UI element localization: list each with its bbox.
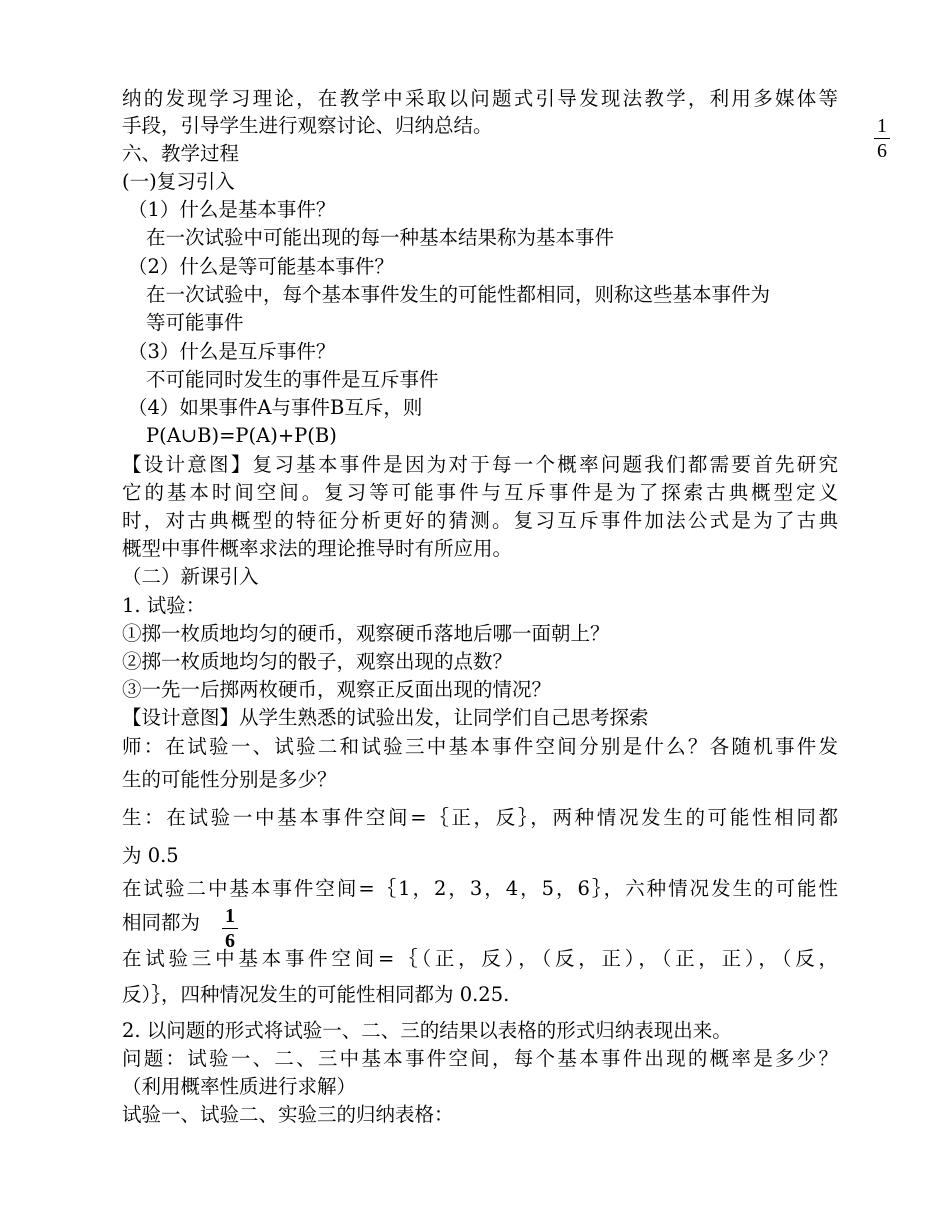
design-intent-line: 【设计意图】从学生熟悉的试验出发，让同学们自己思考探索 xyxy=(122,706,649,729)
answer-line: 在一次试验中，每个基本事件发生的可能性都相同，则称这些基本事件为 xyxy=(146,283,771,306)
answer-line: 等可能事件 xyxy=(146,311,244,334)
question-line: 问题：试验一、二、三中基本事件空间，每个基本事件出现的概率是多少？ xyxy=(122,1047,838,1070)
teacher-line: 生的可能性分别是多少？ xyxy=(122,768,337,791)
formula-line: P(A∪B)=P(A)+P(B) xyxy=(146,424,337,447)
student-line: 为 0.5 xyxy=(122,844,179,867)
text-line: 手段，引导学生进行观察讨论、归纳总结。 xyxy=(122,114,493,137)
fraction-numerator: 1 xyxy=(225,905,235,927)
inline-fraction xyxy=(222,906,238,951)
student-line: 生：在试验一中基本事件空间=｛正，反｝，两种情况发生的可能性相同都 xyxy=(122,806,838,829)
design-intent-line: 概型中事件概率求法的理论推导时有所应用。 xyxy=(122,537,513,560)
student-line: 相同都为 xyxy=(122,911,201,934)
question-line: （1）什么是基本事件？ xyxy=(128,198,336,221)
design-intent-line: 它的基本时间空间。复习等可能事件与互斥事件是为了探索古典概型定义 xyxy=(122,481,838,504)
text-line: 纳的发现学习理论，在教学中采取以问题式引导发现法教学，利用多媒体等 xyxy=(122,87,838,110)
student-line: 在试验二中基本事件空间=｛1，2，3，4，5，6｝，六种情况发生的可能性 xyxy=(122,877,838,900)
text-line: 试验一、试验二、实验三的归纳表格： xyxy=(122,1103,454,1126)
student-line: 反）｝，四种情况发生的可能性相同都为 0.25. xyxy=(122,983,510,1006)
design-intent-line: 【设计意图】复习基本事件是因为对于每一个概率问题我们都需要首先研究 xyxy=(122,453,838,476)
text-line: （利用概率性质进行求解） xyxy=(122,1075,357,1098)
fraction-bar xyxy=(222,928,238,929)
answer-line: 在一次试验中可能出现的每一种基本结果称为基本事件 xyxy=(146,226,615,249)
text-line: 1. 试验： xyxy=(122,594,206,617)
experiment-item: ②掷一枚质地均匀的骰子，观察出现的点数？ xyxy=(122,650,513,673)
experiment-item: ①掷一枚质地均匀的硬币，观察硬币落地后哪一面朝上？ xyxy=(122,622,610,645)
margin-fraction xyxy=(874,116,890,161)
fraction-numerator: 1 xyxy=(877,115,887,137)
text-line: 2. 以问题的形式将试验一、二、三的结果以表格的形式归纳表现出来。 xyxy=(122,1019,732,1042)
fraction-denominator: 6 xyxy=(225,930,235,952)
design-intent-line: 时，对古典概型的特征分析更好的猜测。复习互斥事件加法公式是为了古典 xyxy=(122,509,838,532)
question-line: （2）什么是等可能基本事件？ xyxy=(128,255,394,278)
fraction-denominator: 6 xyxy=(877,140,887,162)
subsection-heading: （二）新课引入 xyxy=(122,565,259,588)
question-line: （4）如果事件A与事件B互斥，则 xyxy=(128,396,423,419)
section-heading: 六、教学过程 xyxy=(122,142,240,165)
question-line: （3）什么是互斥事件？ xyxy=(128,340,336,363)
experiment-item: ③一先一后掷两枚硬币，观察正反面出现的情况？ xyxy=(122,678,552,701)
fraction-bar xyxy=(874,138,890,139)
subsection-heading: (一)复习引入 xyxy=(122,170,235,193)
answer-line: 不可能同时发生的事件是互斥事件 xyxy=(146,368,439,391)
teacher-line: 师：在试验一、试验二和试验三中基本事件空间分别是什么？各随机事件发 xyxy=(122,735,838,758)
student-line: 在试验三中基本事件空间=｛（正，反），（反，正），（正，正），（反， xyxy=(122,947,838,970)
